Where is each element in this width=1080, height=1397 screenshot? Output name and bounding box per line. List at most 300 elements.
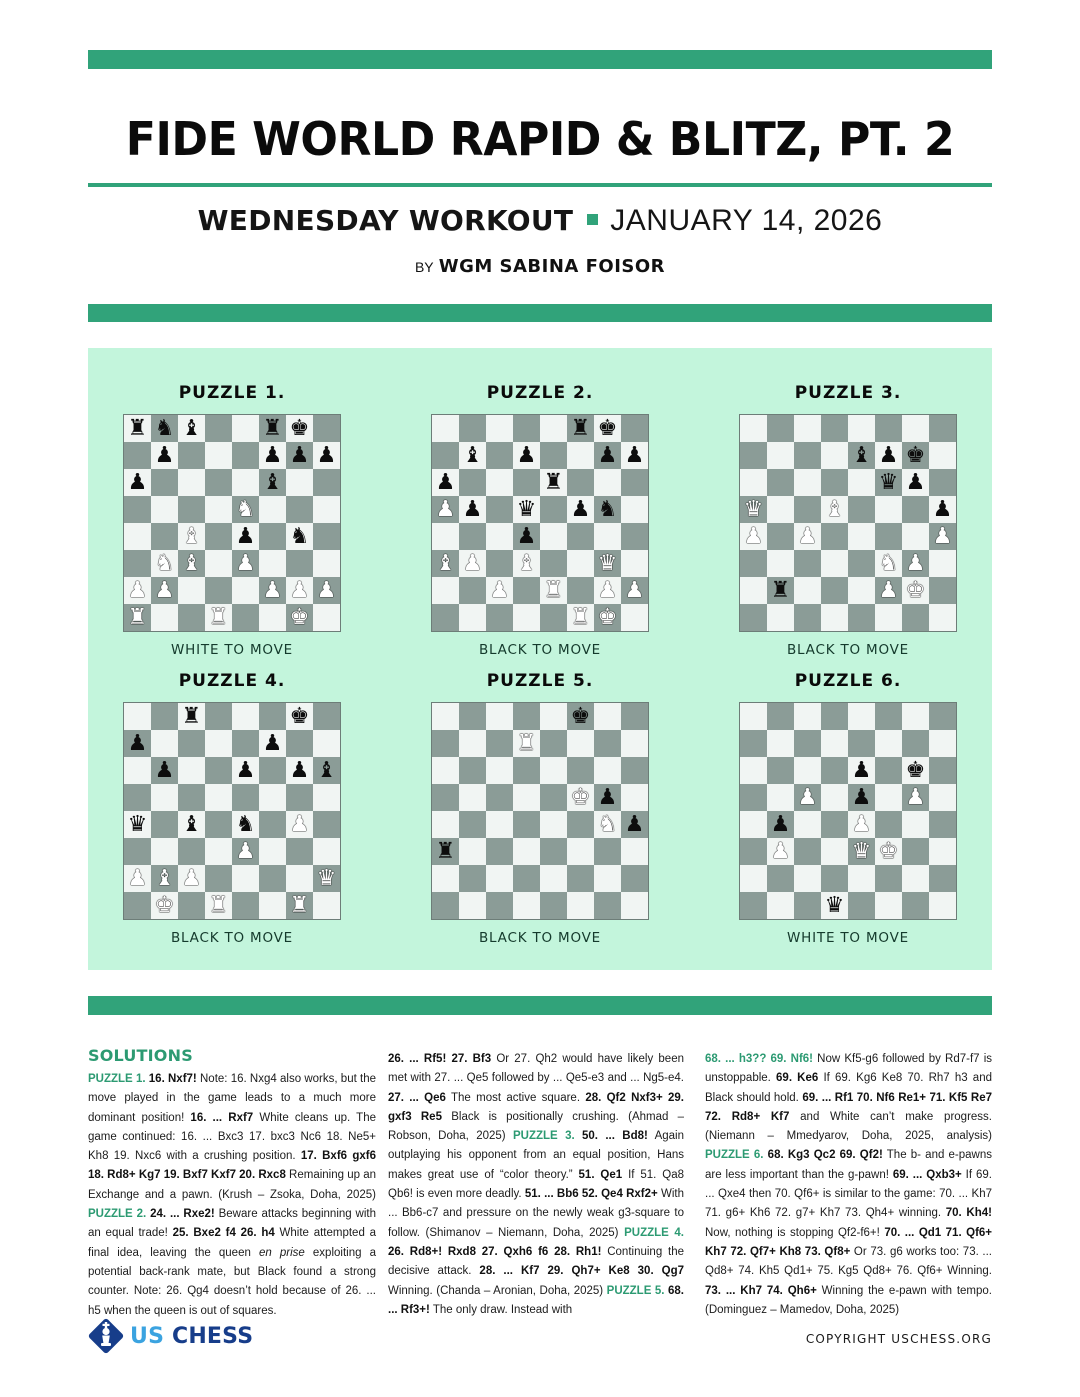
white-knight-icon: ♞ [597, 811, 618, 837]
black-knight-icon: ♞ [597, 496, 618, 522]
puzzle-6 [718, 668, 978, 946]
square-c3 [178, 550, 205, 577]
square-f5 [259, 496, 286, 523]
square-a3 [432, 838, 459, 865]
commentary-text: White attempted a final idea, leaving the queen [88, 1227, 376, 1259]
square-h5 [929, 496, 956, 523]
square-d6 [821, 469, 848, 496]
square-b1 [767, 604, 794, 631]
black-pawn-icon: ♟ [262, 730, 283, 756]
square-b3 [459, 838, 486, 865]
square-c7 [486, 730, 513, 757]
square-e8 [232, 703, 259, 730]
square-f7 [875, 730, 902, 757]
puzzle-title: PUZZLE 2. [486, 383, 594, 403]
white-rook-icon: ♜ [208, 604, 229, 630]
black-pawn-icon: ♟ [570, 496, 591, 522]
italic-term: en prise [258, 1246, 305, 1259]
black-pawn-icon: ♟ [770, 811, 791, 837]
white-pawn-icon: ♟ [127, 865, 148, 891]
square-d5 [205, 784, 232, 811]
square-a4 [124, 811, 151, 838]
black-king-icon: ♚ [289, 703, 310, 729]
move-notation: 69. ... Qxb3+ [892, 1168, 962, 1181]
puzzle-label: PUZZLE 1. [88, 1073, 149, 1085]
white-pawn-icon: ♟ [127, 577, 148, 603]
solutions-column-3 [705, 1050, 992, 1320]
square-a8 [740, 415, 767, 442]
square-f2 [875, 577, 902, 604]
square-d7 [821, 730, 848, 757]
square-d3 [821, 550, 848, 577]
square-g8 [902, 703, 929, 730]
square-h6 [621, 757, 648, 784]
square-c4 [178, 523, 205, 550]
square-h1 [929, 604, 956, 631]
square-b7 [151, 730, 178, 757]
chess-king-diamond-icon [88, 1318, 124, 1354]
square-b5 [767, 784, 794, 811]
square-e8 [848, 703, 875, 730]
square-g4 [902, 811, 929, 838]
puzzle-title: PUZZLE 3. [794, 383, 902, 403]
puzzle-label: PUZZLE 6. [705, 1149, 768, 1162]
black-knight-icon: ♞ [235, 811, 256, 837]
square-c5 [486, 784, 513, 811]
square-f2 [567, 577, 594, 604]
black-pawn-icon: ♟ [127, 730, 148, 756]
square-f3 [259, 550, 286, 577]
square-b8 [151, 415, 178, 442]
white-bishop-icon: ♝ [181, 523, 202, 549]
square-b3 [459, 550, 486, 577]
square-g2 [594, 577, 621, 604]
square-a8 [124, 703, 151, 730]
square-d2 [513, 865, 540, 892]
square-d7 [821, 442, 848, 469]
square-d1 [821, 892, 848, 919]
logo-chess: CHESS [171, 1323, 254, 1349]
square-c2 [178, 865, 205, 892]
square-a5 [432, 784, 459, 811]
square-d1 [205, 604, 232, 631]
square-g8 [286, 415, 313, 442]
white-pawn-icon: ♟ [743, 523, 764, 549]
white-pawn-icon: ♟ [435, 496, 456, 522]
square-a6 [124, 469, 151, 496]
white-bishop-icon: ♝ [824, 496, 845, 522]
white-bishop-icon: ♝ [181, 550, 202, 576]
square-e6 [848, 757, 875, 784]
square-b3 [767, 550, 794, 577]
square-h5 [313, 784, 340, 811]
square-a3 [740, 550, 767, 577]
square-f1 [259, 604, 286, 631]
square-e4 [848, 523, 875, 550]
black-bishop-icon: ♝ [851, 442, 872, 468]
square-d5 [513, 784, 540, 811]
square-a3 [124, 838, 151, 865]
square-e5 [540, 496, 567, 523]
square-a2 [124, 865, 151, 892]
square-c6 [794, 757, 821, 784]
white-king-icon: ♚ [570, 784, 591, 810]
move-notation: 28. Qf2 Nxf3+ 29. gxf3 Re5 [388, 1091, 685, 1123]
logo-us: US [130, 1323, 165, 1349]
white-pawn-icon: ♟ [932, 523, 953, 549]
black-pawn-icon: ♟ [624, 811, 645, 837]
commentary-text: Beware attacks beginning with an equal trade! [88, 1208, 376, 1240]
black-queen-icon: ♛ [824, 892, 845, 918]
commentary-text: Now Kf5-g6 followed by Rd7-f7 is unstoppable. [705, 1053, 992, 1085]
black-pawn-icon: ♟ [851, 784, 872, 810]
square-h7 [621, 442, 648, 469]
black-bishop-icon: ♝ [316, 757, 337, 783]
square-e2 [540, 577, 567, 604]
square-a8 [432, 415, 459, 442]
square-f6 [567, 469, 594, 496]
puzzle-label: PUZZLE 2. [88, 1208, 151, 1221]
square-g5 [594, 784, 621, 811]
black-queen-icon: ♛ [516, 496, 537, 522]
square-a4 [432, 523, 459, 550]
move-notation: 51. ... Bb6 52. Qe4 Rxf2+ [524, 1188, 658, 1201]
square-b1 [151, 604, 178, 631]
solutions-heading: SOLUTIONS [88, 1046, 193, 1065]
square-e7 [848, 730, 875, 757]
square-b8 [767, 703, 794, 730]
move-notation: 70. Kh4! [945, 1207, 992, 1220]
square-g4 [594, 523, 621, 550]
commentary-text: The only draw. Instead with [429, 1303, 573, 1316]
square-c3 [178, 838, 205, 865]
square-a2 [432, 577, 459, 604]
square-c2 [794, 577, 821, 604]
black-rook-icon: ♜ [181, 703, 202, 729]
square-h5 [621, 784, 648, 811]
puzzle-panel [88, 348, 992, 970]
square-h5 [621, 496, 648, 523]
square-f4 [875, 811, 902, 838]
square-e5 [232, 784, 259, 811]
chess-board [739, 702, 957, 920]
square-d6 [205, 757, 232, 784]
solutions-column-1 [88, 1070, 376, 1321]
square-a1 [124, 604, 151, 631]
square-e1 [232, 604, 259, 631]
black-king-icon: ♚ [570, 703, 591, 729]
chess-board [123, 702, 341, 920]
square-h1 [621, 604, 648, 631]
square-e8 [232, 415, 259, 442]
square-f5 [259, 784, 286, 811]
black-pawn-icon: ♟ [932, 496, 953, 522]
square-f6 [259, 757, 286, 784]
square-c5 [178, 784, 205, 811]
puzzle-2 [410, 380, 670, 658]
square-f1 [875, 892, 902, 919]
square-h1 [313, 604, 340, 631]
square-h8 [313, 415, 340, 442]
square-g5 [286, 784, 313, 811]
square-e7 [848, 442, 875, 469]
square-g2 [594, 865, 621, 892]
black-bishop-icon: ♝ [462, 442, 483, 468]
white-pawn-icon: ♟ [462, 550, 483, 576]
white-pawn-icon: ♟ [905, 550, 926, 576]
square-h2 [313, 865, 340, 892]
square-e1 [540, 604, 567, 631]
square-d6 [205, 469, 232, 496]
square-g7 [594, 730, 621, 757]
square-a1 [740, 604, 767, 631]
square-g1 [594, 892, 621, 919]
square-c8 [486, 703, 513, 730]
white-rook-icon: ♜ [543, 577, 564, 603]
square-c1 [486, 892, 513, 919]
square-b4 [151, 523, 178, 550]
square-h8 [313, 703, 340, 730]
square-h8 [929, 703, 956, 730]
square-h8 [621, 415, 648, 442]
square-c1 [794, 604, 821, 631]
white-king-icon: ♚ [289, 604, 310, 630]
issue-date: JANUARY 14, 2026 [610, 204, 883, 237]
square-a4 [740, 523, 767, 550]
white-rook-icon: ♜ [208, 892, 229, 918]
square-a6 [432, 757, 459, 784]
commentary-text: Winning. (Chanda – Aronian, Doha, 2025) [388, 1284, 607, 1297]
square-a1 [432, 604, 459, 631]
square-b4 [767, 811, 794, 838]
title-divider [88, 183, 992, 187]
square-f8 [567, 415, 594, 442]
side-to-move: BLACK TO MOVE [786, 642, 910, 658]
square-c2 [486, 577, 513, 604]
square-f5 [875, 784, 902, 811]
square-d8 [205, 415, 232, 442]
square-d8 [513, 703, 540, 730]
square-b8 [459, 703, 486, 730]
square-g2 [902, 865, 929, 892]
white-knight-icon: ♞ [235, 496, 256, 522]
square-f4 [567, 811, 594, 838]
commentary-text: Continuing the decisive attack. [388, 1245, 684, 1278]
move-notation: 51. Qe1 [578, 1168, 623, 1181]
commentary-text: Or 27. Qh2 would have likely been met with 27. ... Qe5 followed by ... Qe5-e3 and ... Ng5-e4. [388, 1053, 684, 1085]
square-h2 [313, 577, 340, 604]
square-d8 [205, 703, 232, 730]
square-f1 [875, 604, 902, 631]
puzzle-4 [102, 668, 362, 946]
square-g7 [902, 730, 929, 757]
white-bishop-icon: ♝ [154, 865, 175, 891]
square-g5 [594, 496, 621, 523]
square-c4 [486, 811, 513, 838]
square-b2 [767, 577, 794, 604]
square-b1 [767, 892, 794, 919]
white-pawn-icon: ♟ [262, 577, 283, 603]
square-b7 [767, 730, 794, 757]
square-a5 [124, 496, 151, 523]
square-f5 [567, 784, 594, 811]
square-a7 [740, 442, 767, 469]
square-h1 [621, 892, 648, 919]
square-d4 [821, 523, 848, 550]
square-b2 [151, 577, 178, 604]
square-g7 [286, 730, 313, 757]
square-d1 [513, 892, 540, 919]
square-f8 [875, 415, 902, 442]
square-c4 [794, 811, 821, 838]
square-f4 [259, 523, 286, 550]
square-h2 [621, 577, 648, 604]
square-g1 [286, 604, 313, 631]
square-a3 [740, 838, 767, 865]
square-a6 [432, 469, 459, 496]
square-c5 [486, 496, 513, 523]
square-a7 [432, 730, 459, 757]
move-notation: 68. ... Rf3+! [388, 1284, 684, 1316]
square-f8 [875, 703, 902, 730]
square-b6 [151, 757, 178, 784]
commentary-text: Remaining up an Exchange and a pawn. (Krush – Zsoka, Doha, 2025) [88, 1169, 376, 1201]
square-d4 [513, 523, 540, 550]
square-e4 [848, 811, 875, 838]
black-pawn-icon: ♟ [154, 757, 175, 783]
square-c1 [794, 892, 821, 919]
square-e2 [848, 865, 875, 892]
white-pawn-icon: ♟ [181, 865, 202, 891]
black-king-icon: ♚ [905, 757, 926, 783]
square-g2 [286, 577, 313, 604]
square-f2 [875, 865, 902, 892]
square-e8 [848, 415, 875, 442]
square-a3 [432, 550, 459, 577]
square-g7 [594, 442, 621, 469]
black-rook-icon: ♜ [543, 469, 564, 495]
square-g1 [286, 892, 313, 919]
us-chess-logo[interactable] [88, 1318, 253, 1354]
move-notation: 68. Kg3 Qc2 69. Qf2! [767, 1149, 883, 1162]
white-knight-icon: ♞ [154, 550, 175, 576]
square-g4 [286, 811, 313, 838]
white-pawn-icon: ♟ [797, 784, 818, 810]
move-notation: 26. ... Rf5! 27. Bf3 [388, 1053, 492, 1065]
square-c3 [486, 550, 513, 577]
square-e6 [232, 469, 259, 496]
square-e6 [540, 469, 567, 496]
square-f6 [875, 757, 902, 784]
black-king-icon: ♚ [905, 442, 926, 468]
square-d5 [821, 784, 848, 811]
black-knight-icon: ♞ [154, 415, 175, 441]
square-b2 [767, 865, 794, 892]
side-to-move: WHITE TO MOVE [171, 642, 293, 658]
black-bishop-icon: ♝ [181, 415, 202, 441]
square-c7 [794, 442, 821, 469]
square-d2 [205, 577, 232, 604]
black-pawn-icon: ♟ [235, 523, 256, 549]
move-notation: 70. ... Qd1 71. Qf6+ Kh7 72. Qf7+ Kh8 73. Qf8+ [705, 1226, 993, 1258]
square-g5 [902, 496, 929, 523]
square-f8 [567, 703, 594, 730]
commentary-text: exploiting a potential back-rank mate, but Black found a strong counter. Note: 26. Qg4 doesn’t hold because of 26. ... h5 when the queen is out of squares. [88, 1246, 376, 1317]
square-e1 [540, 892, 567, 919]
subtitle [88, 204, 992, 238]
black-pawn-icon: ♟ [154, 442, 175, 468]
white-bishop-icon: ♝ [516, 550, 537, 576]
chess-board [431, 414, 649, 632]
square-a2 [740, 577, 767, 604]
square-f8 [259, 415, 286, 442]
commentary-text: With ... Bb6-c7 and pressure on the newly weak g3-square to follow. (Shimanov – Niemann, Doha, 2025) [388, 1188, 684, 1239]
square-g3 [594, 838, 621, 865]
commentary-text: If 51. Qa8 Qb6! is even more deadly. [388, 1168, 684, 1201]
square-b4 [459, 523, 486, 550]
black-king-icon: ♚ [597, 415, 618, 441]
black-pawn-icon: ♟ [235, 757, 256, 783]
square-f7 [567, 730, 594, 757]
square-b5 [459, 496, 486, 523]
commentary-text: The b- and e-pawns are less important than the g-pawn! [705, 1149, 993, 1181]
square-g3 [286, 550, 313, 577]
white-pawn-icon: ♟ [235, 550, 256, 576]
square-g6 [902, 469, 929, 496]
square-e4 [540, 811, 567, 838]
square-d1 [821, 604, 848, 631]
square-g7 [902, 442, 929, 469]
square-h6 [929, 469, 956, 496]
square-e5 [232, 496, 259, 523]
white-king-icon: ♚ [878, 838, 899, 864]
side-to-move: BLACK TO MOVE [478, 930, 602, 946]
square-c3 [486, 838, 513, 865]
square-f8 [259, 703, 286, 730]
square-c2 [178, 577, 205, 604]
white-king-icon: ♚ [597, 604, 618, 630]
square-g3 [902, 550, 929, 577]
square-h1 [929, 892, 956, 919]
square-b7 [151, 442, 178, 469]
black-pawn-icon: ♟ [851, 757, 872, 783]
black-pawn-icon: ♟ [624, 442, 645, 468]
square-a7 [124, 442, 151, 469]
square-d1 [513, 604, 540, 631]
square-b1 [459, 892, 486, 919]
puzzle-5 [410, 668, 670, 946]
black-pawn-icon: ♟ [878, 442, 899, 468]
square-e1 [848, 892, 875, 919]
square-f2 [567, 865, 594, 892]
square-a5 [740, 784, 767, 811]
square-b6 [767, 757, 794, 784]
square-e4 [540, 523, 567, 550]
square-h7 [929, 442, 956, 469]
square-d3 [205, 838, 232, 865]
commentary-text: The most active square. [445, 1091, 586, 1104]
square-g4 [902, 523, 929, 550]
square-f4 [259, 811, 286, 838]
square-h8 [929, 415, 956, 442]
side-to-move: WHITE TO MOVE [787, 930, 909, 946]
square-e2 [232, 577, 259, 604]
square-h6 [621, 469, 648, 496]
black-pawn-icon: ♟ [905, 469, 926, 495]
white-pawn-icon: ♟ [797, 523, 818, 549]
white-pawn-icon: ♟ [289, 811, 310, 837]
commentary-text: and White can’t make progress. (Niemann – Mmedyarov, Doha, 2025, analysis) [705, 1110, 992, 1143]
